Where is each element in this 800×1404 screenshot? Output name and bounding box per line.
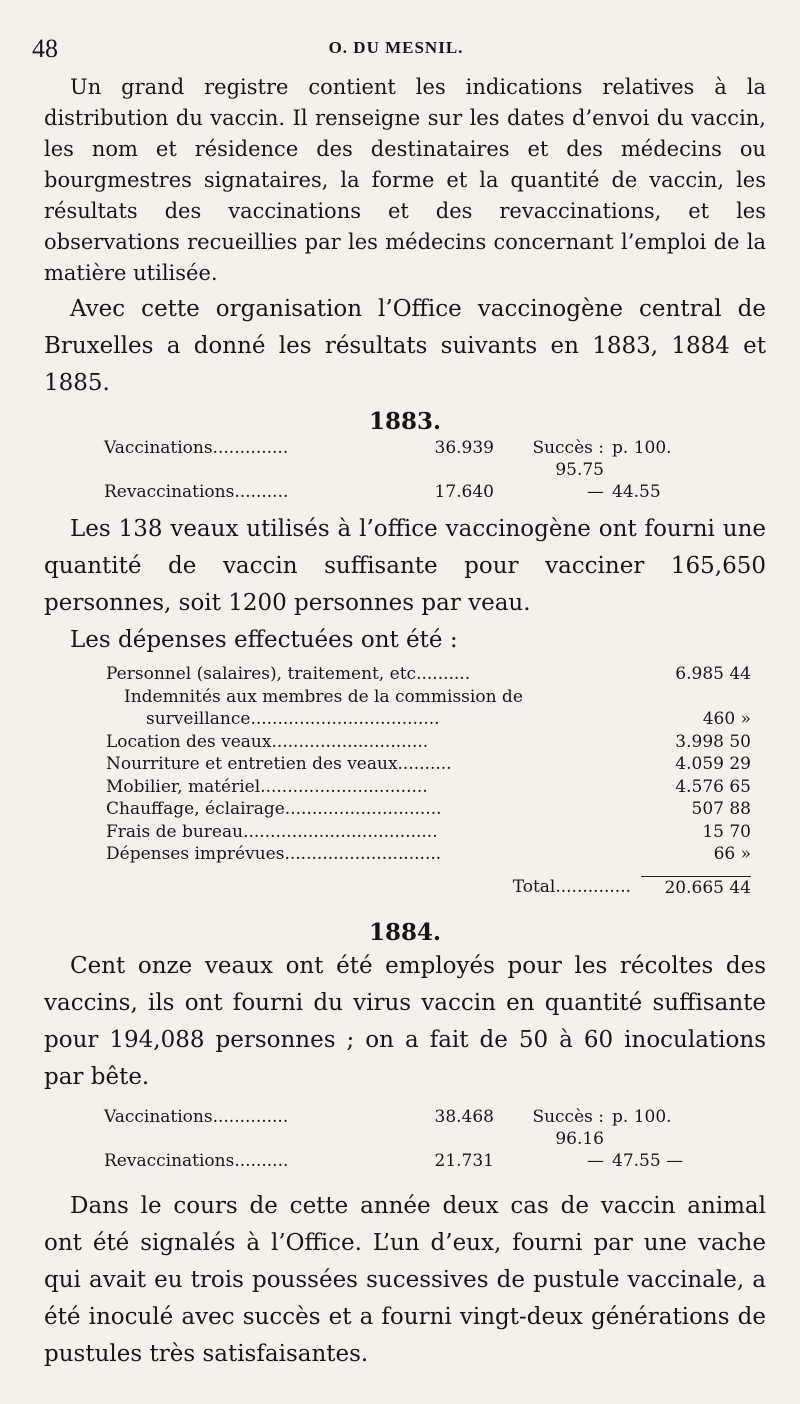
year-heading-1884: 1884. xyxy=(368,918,442,946)
expenses-table xyxy=(44,663,766,899)
stat-success-unit: p. 100. xyxy=(612,1106,672,1127)
stat-success: — xyxy=(587,482,604,502)
expense-amount: 4.576 65 xyxy=(675,776,751,797)
expense-amount: 15 70 xyxy=(702,821,751,842)
expense-row xyxy=(106,663,751,686)
expense-label: Mobilier, matériel............................... xyxy=(106,776,428,797)
stat-success-unit: p. 100. xyxy=(612,438,672,458)
paragraph-depenses: Les dépenses effectuées ont été : xyxy=(70,627,458,653)
page-number: 48 xyxy=(32,34,58,63)
expense-label: surveillance................................... xyxy=(146,709,440,729)
expense-label: Indemnités aux membres de la commission de xyxy=(124,686,523,707)
stat-row-vaccinations-1884 xyxy=(104,1106,766,1150)
stat-success: Succès : 95.75 xyxy=(532,438,604,480)
total-amount: 20.665 44 xyxy=(641,876,751,899)
expense-label: Nourriture et entretien des veaux.......... xyxy=(106,754,452,774)
stat-label: Vaccinations.............. xyxy=(104,1106,289,1127)
expense-label: Location des veaux............................. xyxy=(106,731,429,752)
paragraph-veaux-1884: Cent onze veaux ont été employés pour les récoltes des vaccins, ils ont fourni du virus vaccin en quantité suffisante pour 194,088 personnes ; on a fait de 50 à 60 inoculations par bête. xyxy=(44,952,766,1090)
paragraph-organisation: Avec cette organisation l’Office vaccinogène central de Bruxelles a donné les résultats suivants en 1883, 1884 et 1885. xyxy=(44,296,766,396)
expense-row xyxy=(106,843,751,866)
expense-row xyxy=(106,731,751,754)
total-label: Total.............. xyxy=(512,876,631,897)
paragraph-cas-vaccin: Dans le cours de cette année deux cas de vaccin animal ont été signalés à l’Office. L’un d’eux, fourni par une vache qui avait eu trois poussées sucessives de pustule vaccinale, a été inoculé avec succès et a fourni vingt-deux générations de pustules très satisfaisantes. xyxy=(44,1192,766,1367)
text-block-top xyxy=(44,72,766,1373)
expense-total-row xyxy=(106,876,751,899)
stat-success-unit: 47.55 — xyxy=(612,1150,684,1171)
expense-label: Personnel (salaires), traitement, etc.......... xyxy=(106,664,471,684)
running-title: O. DU MESNIL. xyxy=(328,38,464,57)
stat-label: Revaccinations.......... xyxy=(104,482,289,502)
stat-success-unit: 44.55 xyxy=(612,482,661,502)
expense-amount: 460 » xyxy=(702,709,751,729)
expense-row xyxy=(106,686,751,709)
expense-row xyxy=(106,821,751,844)
stat-value: 38.468 xyxy=(434,1106,494,1127)
page-header xyxy=(32,34,760,64)
expense-row xyxy=(106,776,751,799)
stat-success: Succès : 96.16 xyxy=(532,1106,604,1149)
paragraph-registre: Un grand registre contient les indications relatives à la distribution du vaccin. Il renseigne sur les dates d’envoi du vaccin, les nom et résidence des destinataires et des médecins ou bourgmestres signataires, la forme et la quantité de vaccin, les résultats des vaccinations et des revaccinations, et les observations recueillies par les médecins concernant l’emploi de la matière utilisée. xyxy=(44,75,766,285)
stat-row-vaccinations-1883 xyxy=(104,437,766,481)
expense-amount: 66 » xyxy=(713,844,751,864)
stat-row-revaccinations-1883 xyxy=(104,481,766,503)
stat-label: Revaccinations.......... xyxy=(104,1150,289,1171)
stat-success: — xyxy=(587,1150,604,1171)
expense-amount: 4.059 29 xyxy=(675,754,751,774)
expense-amount: 6.985 44 xyxy=(675,664,751,684)
stat-value: 21.731 xyxy=(434,1150,494,1171)
stat-value: 17.640 xyxy=(434,482,494,502)
expense-amount: 3.998 50 xyxy=(675,731,751,752)
stat-label: Vaccinations.............. xyxy=(104,438,289,458)
stat-value: 36.939 xyxy=(434,438,494,458)
stat-row-revaccinations-1884 xyxy=(104,1150,766,1172)
expense-label: Frais de bureau.................................... xyxy=(106,821,438,842)
expense-amount: 507 88 xyxy=(691,799,751,819)
expense-amount xyxy=(641,686,751,709)
expense-row xyxy=(106,753,751,776)
paragraph-veaux-1883: Les 138 veaux utilisés à l’office vaccinogène ont fourni une quantité de vaccin suffisante pour vacciner 165,650 personnes, soit 1200 personnes par veau. xyxy=(44,516,766,616)
expense-row xyxy=(106,708,751,731)
expense-row xyxy=(106,798,751,821)
expense-label: Chauffage, éclairage............................. xyxy=(106,799,442,819)
year-heading-1883: 1883. xyxy=(368,408,442,435)
expense-label: Dépenses imprévues............................. xyxy=(106,844,442,864)
